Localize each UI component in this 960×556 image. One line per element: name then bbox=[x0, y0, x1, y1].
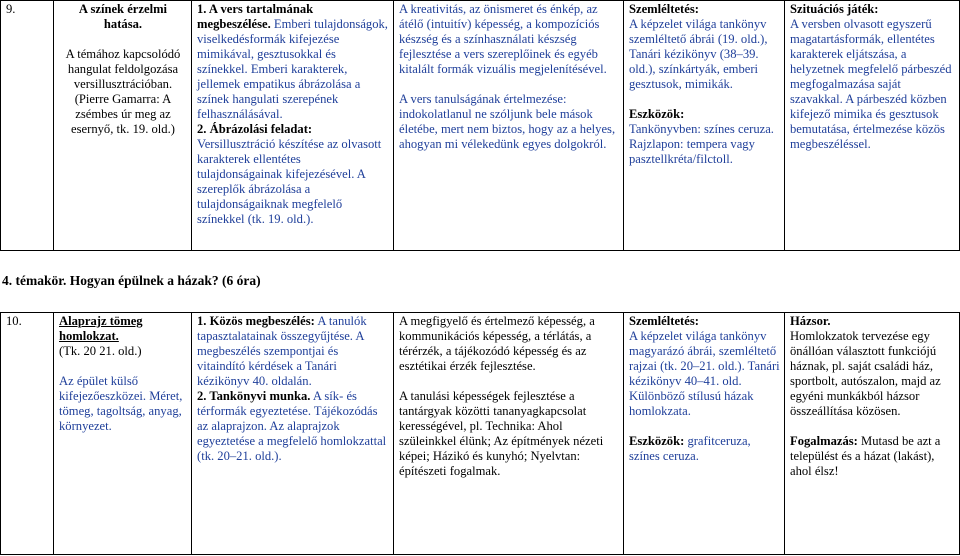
lesson-topic bbox=[54, 313, 192, 555]
lesson-table-row-9 bbox=[0, 0, 960, 251]
demonstration-label: Szemléltetés: bbox=[629, 314, 699, 328]
lesson-activities bbox=[192, 313, 394, 555]
lesson-reference: (Tk. 20 21. old.) bbox=[59, 344, 142, 358]
lesson-skills bbox=[394, 313, 624, 555]
activity-1-label: 1. A vers tartalmának megbeszélése. bbox=[197, 2, 314, 31]
activity-2-label: 2. Tankönyvi munka. bbox=[197, 389, 311, 403]
demonstration-label: Szemléltetés: bbox=[629, 2, 699, 16]
lesson-title: Alaprajz tömeg homlokzat. bbox=[59, 314, 143, 343]
demonstration-text: A képzelet világa tankönyv szemléltető ábrái (19. old.), Tanári kézikönyv (38–39. old.), színkártyák, emberi gesztusok, mimikák. bbox=[629, 17, 768, 91]
activity-1-label: 1. Közös megbeszélés: bbox=[197, 314, 315, 328]
lesson-number: 10. bbox=[1, 313, 54, 555]
house-row-text: Homlokzatok tervezése egy önállóan választott funkciójú háznak, pl. saját családi ház, sportbolt, autószalon, majd az egyéni munkákból házsor összeállítása közösen. bbox=[790, 329, 941, 418]
activity-1-text: Emberi tulajdonságok, viselkedésformák kifejezése mimikával, gesztusokkal és színekkel. Emberi karakterek, jellemek empatikus ábrázolása a színek hangulati szerepének felhasználásával. bbox=[197, 17, 388, 121]
composition-label: Fogalmazás: bbox=[790, 434, 858, 448]
situation-game-text: A versben olvasott egyszerű magatartásformák, ellentétes karakterek eljátszása, a helyzetnek megfelelő párbeszéd megfogalmazása saját szavakkal. A párbeszéd közben kifejező mimika és gesztusok bemutatása, értelmezése közös megbeszéléssel. bbox=[790, 17, 952, 151]
lesson-extra bbox=[785, 1, 960, 251]
lesson-activities bbox=[192, 1, 394, 251]
lesson-topic bbox=[54, 1, 192, 251]
skills-development-text: A megfigyelő és értelmező képesség, a kommunikációs képesség, a térlátás, a térérzék, a tájékozódó képesség és az esztétikai érzék fejlesztése. bbox=[399, 314, 595, 373]
lesson-extra bbox=[785, 313, 960, 555]
activity-2-text: A sík- és térformák egyeztetése. Tájékozódás az alaprajzon. Az alaprajzok egyeztetése a megfelelő homlokzattal (tk. 20–21. old.). bbox=[197, 389, 387, 463]
lesson-theme-text: A témához kapcsolódó hangulat feldolgozása versillusztrációban. (Pierre Gamarra: A zsémbes úr meg az esernyő, tk. 19. old.) bbox=[65, 47, 181, 136]
skills-development-text: A kreativitás, az önismeret és énkép, az átélő (intuitív) képesség, a kompozíciós készség és a színhasználati készség fejlesztése a vers szereplőinek és egyéb kitalált formák vizuális megjelenítésével. bbox=[399, 2, 607, 76]
tools-label: Eszközök: bbox=[629, 107, 685, 121]
skills-crosscurricular-text: A tanulási képességek fejlesztése a tantárgyak közötti tananyagkapcsolat kerességével, pl. Technika: Ahol szüleinkkel élünk; Az építmények nézeti képei; Házikó és kunyhó; Nyelvtan: építészeti fogalmak. bbox=[399, 389, 604, 478]
skills-lesson-text: A vers tanulságának értelmezése: indokolatlanul ne szóljunk bele mások életébe, mert nem biztos, hogy az a helyes, ahogyan mi vélekedünk egyes dolgokról. bbox=[399, 92, 616, 151]
tools-text: grafitceruza, színes ceruza. bbox=[629, 434, 751, 463]
activity-2-text: Versillusztráció készítése az olvasott karakterek ellentétes tulajdonságainak kifejezésével. A szereplők ábrázolása a tulajdonságaiknak megfelelő színekkel (tk. 19. old.). bbox=[197, 137, 382, 226]
activity-1-text: A tanulók tapasztalatainak összegyűjtése. A megbeszélés szempontjai és vitaindító kérdések a Tanári kézikönyv 40. oldalán. bbox=[197, 314, 367, 388]
lesson-theme-text: Az épület külső kifejezőeszközei. Méret, tömeg, tagoltság, anyag, környezet. bbox=[59, 374, 183, 433]
tools-text: Tankönyvben: színes ceruza. Rajzlapon: tempera vagy pasztellkréta/filctoll. bbox=[629, 122, 774, 166]
lesson-table-row-10 bbox=[0, 312, 960, 555]
lesson-tools bbox=[624, 1, 785, 251]
lesson-skills bbox=[394, 1, 624, 251]
composition-text: Mutasd be azt a települést és a házat (lakást), ahol élsz! bbox=[790, 434, 941, 478]
lesson-title: A színek érzelmi hatása. bbox=[78, 2, 168, 31]
lesson-number: 9. bbox=[1, 1, 54, 251]
section-heading: 4. témakör. Hogyan épülnek a házak? (6 óra) bbox=[2, 273, 261, 288]
situation-game-label: Szituációs játék: bbox=[790, 2, 879, 16]
lesson-tools bbox=[624, 313, 785, 555]
house-row-label: Házsor. bbox=[790, 314, 831, 328]
activity-2-label: 2. Ábrázolási feladat: bbox=[197, 122, 313, 136]
tools-label: Eszközök: bbox=[629, 434, 685, 448]
demonstration-text: A képzelet világa tankönyv magyarázó ábrái, szemléltető rajzai (tk. 20–21. old.). Tanári kézikönyv 40–41. old. Különböző stílusú házak homlokzata. bbox=[629, 329, 780, 418]
